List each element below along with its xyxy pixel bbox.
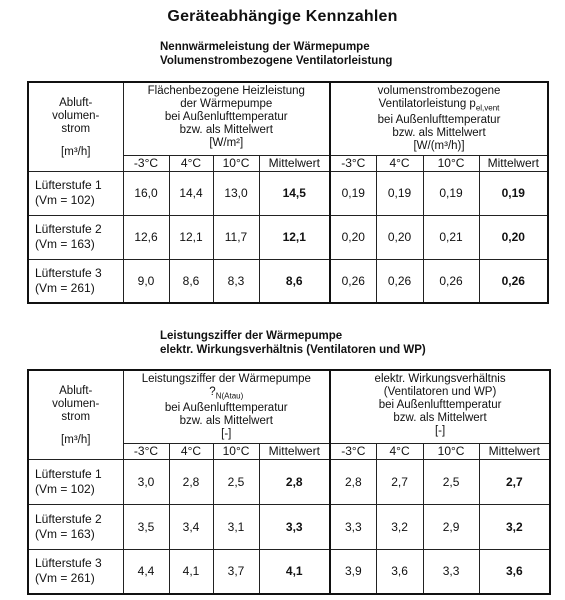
row-label [28, 215, 123, 259]
table-cell: 0,26 [330, 259, 376, 303]
table-cell: 0,20 [330, 215, 376, 259]
table-cell: 3,0 [123, 459, 169, 504]
table-row [28, 259, 548, 303]
table-row [28, 504, 550, 549]
table-cell: 3,3 [330, 504, 376, 549]
table-cell: 3,3 [423, 549, 479, 594]
row-sublabel: (Vm = 163) [35, 526, 95, 541]
table-row [28, 171, 548, 215]
efficiency-symbol: ? [209, 386, 216, 398]
group1-header [123, 370, 330, 443]
group1-line3: bei Außenlufttemperatur [164, 111, 288, 123]
table-cell: 3,6 [376, 549, 423, 594]
group1-header [123, 82, 330, 155]
group2-line3: bei Außenlufttemperatur [377, 114, 501, 127]
group2-title2: (Ventilatoren und WP) [383, 386, 497, 398]
group2-line3: bei Außenlufttemperatur [378, 399, 502, 411]
row-sublabel: (Vm = 163) [35, 237, 95, 251]
table-cell: 2,5 [213, 459, 259, 504]
col-header: -3°C [123, 155, 169, 171]
table-cell: 3,2 [479, 504, 550, 549]
table-cell: 8,3 [213, 259, 259, 303]
group2-title: volumenstrombezogene [377, 85, 501, 97]
table-cell: 0,26 [423, 259, 479, 303]
table-cell: 3,6 [479, 549, 550, 594]
table-cell: 8,6 [169, 259, 213, 303]
group1-title2: der Wärmepumpe [180, 98, 273, 110]
group1-title: Flächenbezogene Heizleistung [147, 85, 305, 97]
page-title: Geräteabhängige Kennzahlen [167, 8, 398, 25]
col-header: -3°C [330, 155, 376, 171]
table-cell: 2,7 [376, 459, 423, 504]
group1-unit: [W/m²] [209, 137, 244, 149]
table-cell: 0,19 [376, 171, 423, 215]
table-cell: 14,4 [169, 171, 213, 215]
table-cell: 14,5 [259, 171, 330, 215]
row-header-cell [28, 82, 123, 171]
table-cell: 13,0 [213, 171, 259, 215]
section1-table [27, 81, 549, 304]
col-header: 4°C [376, 155, 423, 171]
row-header-unit: [m³/h] [61, 145, 91, 158]
group2-title2: Ventilatorleistung p [378, 98, 476, 110]
table-cell: 4,1 [169, 549, 213, 594]
row-sublabel: (Vm = 102) [35, 193, 95, 207]
group2-header [330, 82, 548, 155]
group1-line3: bei Außenlufttemperatur [164, 402, 288, 415]
section1-subtitle-line1: Nennwärmeleistung der Wärmepumpe [160, 41, 370, 53]
table-cell: 3,7 [213, 549, 259, 594]
table-cell: 2,8 [259, 459, 330, 504]
row-label-text: Lüfterstufe 1 [35, 178, 102, 192]
group2-line4: bzw. als Mittelwert [392, 127, 486, 140]
table-cell: 0,26 [479, 259, 548, 303]
group1-line4: bzw. als Mittelwert [179, 415, 273, 428]
group2-line4: bzw. als Mittelwert [393, 412, 487, 424]
table-cell: 0,19 [423, 171, 479, 215]
group1-unit: [-] [221, 428, 232, 441]
group2-unit: [W/(m³/h)] [413, 140, 465, 153]
group1-title: Leistungsziffer der Wärmepumpe [141, 373, 311, 385]
col-header: -3°C [330, 443, 376, 459]
row-sublabel: (Vm = 102) [35, 481, 95, 496]
table-cell: 0,20 [479, 215, 548, 259]
efficiency-symbol-sub: N(Atau) [215, 391, 244, 401]
row-header-line: volumen- [52, 109, 100, 122]
row-label-text: Lüfterstufe 1 [35, 466, 102, 481]
row-header-line: volumen- [52, 397, 100, 410]
table-row [28, 549, 550, 594]
section2-table [27, 369, 551, 595]
table-cell: 4,1 [259, 549, 330, 594]
row-sublabel: (Vm = 261) [35, 571, 95, 586]
table-cell: 4,4 [123, 549, 169, 594]
col-header: 10°C [213, 155, 259, 171]
table-cell: 2,7 [479, 459, 550, 504]
table-cell: 3,5 [123, 504, 169, 549]
col-header: 4°C [169, 155, 213, 171]
row-label [28, 171, 123, 215]
col-header: 10°C [423, 155, 479, 171]
col-header: Mittelwert [259, 155, 330, 171]
row-header-unit: [m³/h] [61, 433, 91, 446]
table-cell: 0,26 [376, 259, 423, 303]
table-cell: 11,7 [213, 215, 259, 259]
group2-title: elektr. Wirkungsverhältnis [374, 373, 506, 385]
section2-subtitle [160, 329, 426, 357]
row-label [28, 549, 123, 594]
section2-subtitle-line1: Leistungsziffer der Wärmepumpe [160, 330, 343, 342]
table-cell: 12,1 [259, 215, 330, 259]
col-header: Mittelwert [479, 443, 550, 459]
group2-header [330, 370, 550, 443]
table-row [28, 459, 550, 504]
row-header-line: strom [61, 122, 91, 135]
row-sublabel: (Vm = 261) [35, 280, 95, 295]
row-header-line: Abluft- [59, 384, 93, 397]
col-header: 10°C [213, 443, 259, 459]
section1-subtitle-line2: Volumenstrombezogene Ventilatorleistung [160, 55, 393, 67]
row-label-text: Lüfterstufe 3 [35, 265, 102, 280]
table-cell: 0,20 [376, 215, 423, 259]
table-cell: 2,5 [423, 459, 479, 504]
table-cell: 3,9 [330, 549, 376, 594]
table-cell: 0,19 [330, 171, 376, 215]
row-label-text: Lüfterstufe 2 [35, 222, 102, 236]
group2-title-sub: el,vent [475, 103, 500, 113]
table-cell: 2,8 [330, 459, 376, 504]
table-cell: 3,4 [169, 504, 213, 549]
table-cell: 9,0 [123, 259, 169, 303]
table-cell: 16,0 [123, 171, 169, 215]
row-label [28, 259, 123, 303]
table-cell: 3,3 [259, 504, 330, 549]
table-cell: 12,6 [123, 215, 169, 259]
row-label-text: Lüfterstufe 3 [35, 556, 102, 571]
col-header: Mittelwert [479, 155, 548, 171]
row-label-text: Lüfterstufe 2 [35, 511, 102, 526]
col-header: 4°C [169, 443, 213, 459]
table-cell: 12,1 [169, 215, 213, 259]
col-header: 10°C [423, 443, 479, 459]
table-cell: 0,19 [479, 171, 548, 215]
table-cell: 2,8 [169, 459, 213, 504]
col-header: -3°C [123, 443, 169, 459]
section2-subtitle-line2: elektr. Wirkungsverhältnis (Ventilatoren und WP) [160, 344, 426, 356]
table-cell: 3,1 [213, 504, 259, 549]
table-cell: 2,9 [423, 504, 479, 549]
row-label [28, 459, 123, 504]
row-header-cell [28, 370, 123, 459]
table-cell: 3,2 [376, 504, 423, 549]
table-row [28, 215, 548, 259]
group1-line4: bzw. als Mittelwert [179, 124, 273, 136]
group2-unit: [-] [434, 425, 446, 437]
row-header-line: strom [61, 410, 91, 423]
col-header: 4°C [376, 443, 423, 459]
table-cell: 8,6 [259, 259, 330, 303]
section1-subtitle [160, 40, 392, 68]
col-header: Mittelwert [259, 443, 330, 459]
row-label [28, 504, 123, 549]
table-cell: 0,21 [423, 215, 479, 259]
row-header-line: Abluft- [59, 96, 93, 109]
